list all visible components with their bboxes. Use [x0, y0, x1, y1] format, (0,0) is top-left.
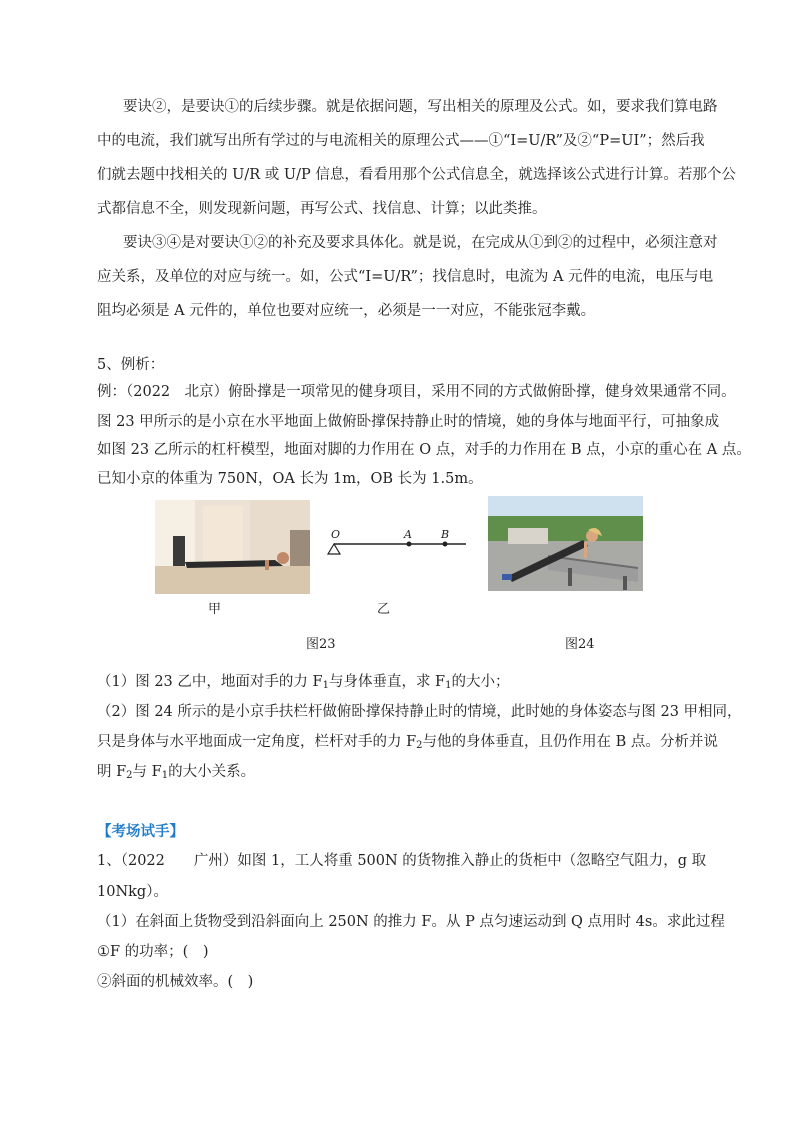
paragraph-line: 中的电流，我们就写出所有学过的与电流相关的原理公式——①“I=U/R”及②“P=UI”；然后我 [97, 133, 705, 149]
q2-l2-pre: 只是身体与水平地面成一定角度，栏杆对手的力 F [97, 734, 417, 750]
q1-sub: 1 [322, 680, 329, 691]
figure-label-yi: 乙 [377, 602, 391, 617]
exam-line: （1）在斜面上货物受到沿斜面向上 250N 的推力 F。从 P 点匀速运动到 Q 点用时 4s。求此过程 [97, 914, 725, 930]
section-heading: 5、例析： [97, 357, 165, 373]
paragraph-line: 要诀②，是要诀①的后续步骤。就是依据问题，写出相关的原理及公式。如，要求我们算电路 [123, 99, 718, 115]
q1-text-post: 的大小； [451, 674, 510, 690]
q1-text-mid: 与身体垂直，求 F [328, 674, 446, 690]
example-line: 如图 23 乙所示的杠杆模型，地面对脚的力作用在 O 点，对手的力作用在 B 点，小京的重心在 A 点。 [97, 442, 751, 458]
q2-l3-sub2: 1 [161, 770, 169, 781]
example-line: 已知小京的体重为 750N，OA 长为 1m，OB 长为 1.5m。 [97, 471, 483, 487]
question-1 [97, 672, 510, 696]
question-2-line-2 [97, 732, 718, 756]
q1-text-pre: （1）图 23 乙中，地面对手的力 F [97, 674, 323, 690]
paragraph-line: 们就去题中找相关的 U/R 或 U/P 信息，看看用那个公式信息全，就选择该公式进行计算。若那个公 [97, 167, 736, 183]
figure-24-caption: 图24 [565, 637, 595, 652]
point-a-dot [407, 542, 412, 547]
example-line: 例：（2022 北京）俯卧撑是一项常见的健身项目，采用不同的方式做俯卧撑，健身效果通常不同。 [97, 384, 736, 400]
figure-23-jia-photo [155, 500, 310, 594]
exam-line: 1、（2022 广州）如图 1，工人将重 500N 的货物推入静止的货柜中（忽略空气阻力，g 取 [97, 853, 707, 869]
exam-line: ①F 的功率；( ) [97, 944, 209, 960]
point-b-label: B [441, 528, 450, 541]
point-o-label: O [331, 528, 341, 541]
question-2-line-3 [97, 762, 255, 786]
point-a-label: A [404, 528, 412, 541]
question-2-line-1: （2）图 24 所示的是小京手扶栏杆做俯卧撑保持静止时的情境，此时她的身体姿态与图 23 甲相同， [97, 704, 742, 720]
q2-l2-sub: 2 [416, 740, 423, 751]
paragraph-line: 应关系，及单位的对应与统一。如，公式“I=U/R”；找信息时，电流为 A 元件的电流，电压与电 [97, 269, 714, 285]
exam-line: 10Nkg）。 [97, 884, 168, 900]
exam-line: ②斜面的机械效率。( ) [97, 974, 254, 990]
lever-model-diagram [322, 522, 472, 562]
q2-l3-mid: 与 F [132, 764, 162, 780]
q2-l3-sub: 2 [126, 770, 133, 781]
exam-heading: 【考场试手】 [97, 823, 184, 840]
figure-23-caption: 图23 [306, 637, 336, 652]
q2-l2-post: 与他的身体垂直，且仍作用在 B 点。分析并说 [422, 734, 718, 750]
example-line: 图 23 甲所示的是小京在水平地面上做俯卧撑保持静止时的情境，她的身体与地面平行，可抽象成 [97, 414, 720, 430]
figure-24-photo [488, 496, 643, 591]
q2-l3-post: 的大小关系。 [168, 764, 256, 780]
figure-label-jia: 甲 [208, 602, 222, 617]
point-b-dot [443, 542, 448, 547]
q1-sub2: 1 [445, 680, 452, 691]
paragraph-line: 式都信息不全，则发现新问题，再写公式、找信息、计算；以此类推。 [97, 201, 547, 217]
paragraph-line: 阻均必须是 A 元件的，单位也要对应统一，必须是一一对应，不能张冠李戴。 [97, 303, 596, 319]
paragraph-line: 要诀③④是对要诀①②的补充及要求具体化。就是说，在完成从①到②的过程中，必须注意对 [123, 235, 718, 251]
q2-l3-pre: 明 F [97, 764, 127, 780]
